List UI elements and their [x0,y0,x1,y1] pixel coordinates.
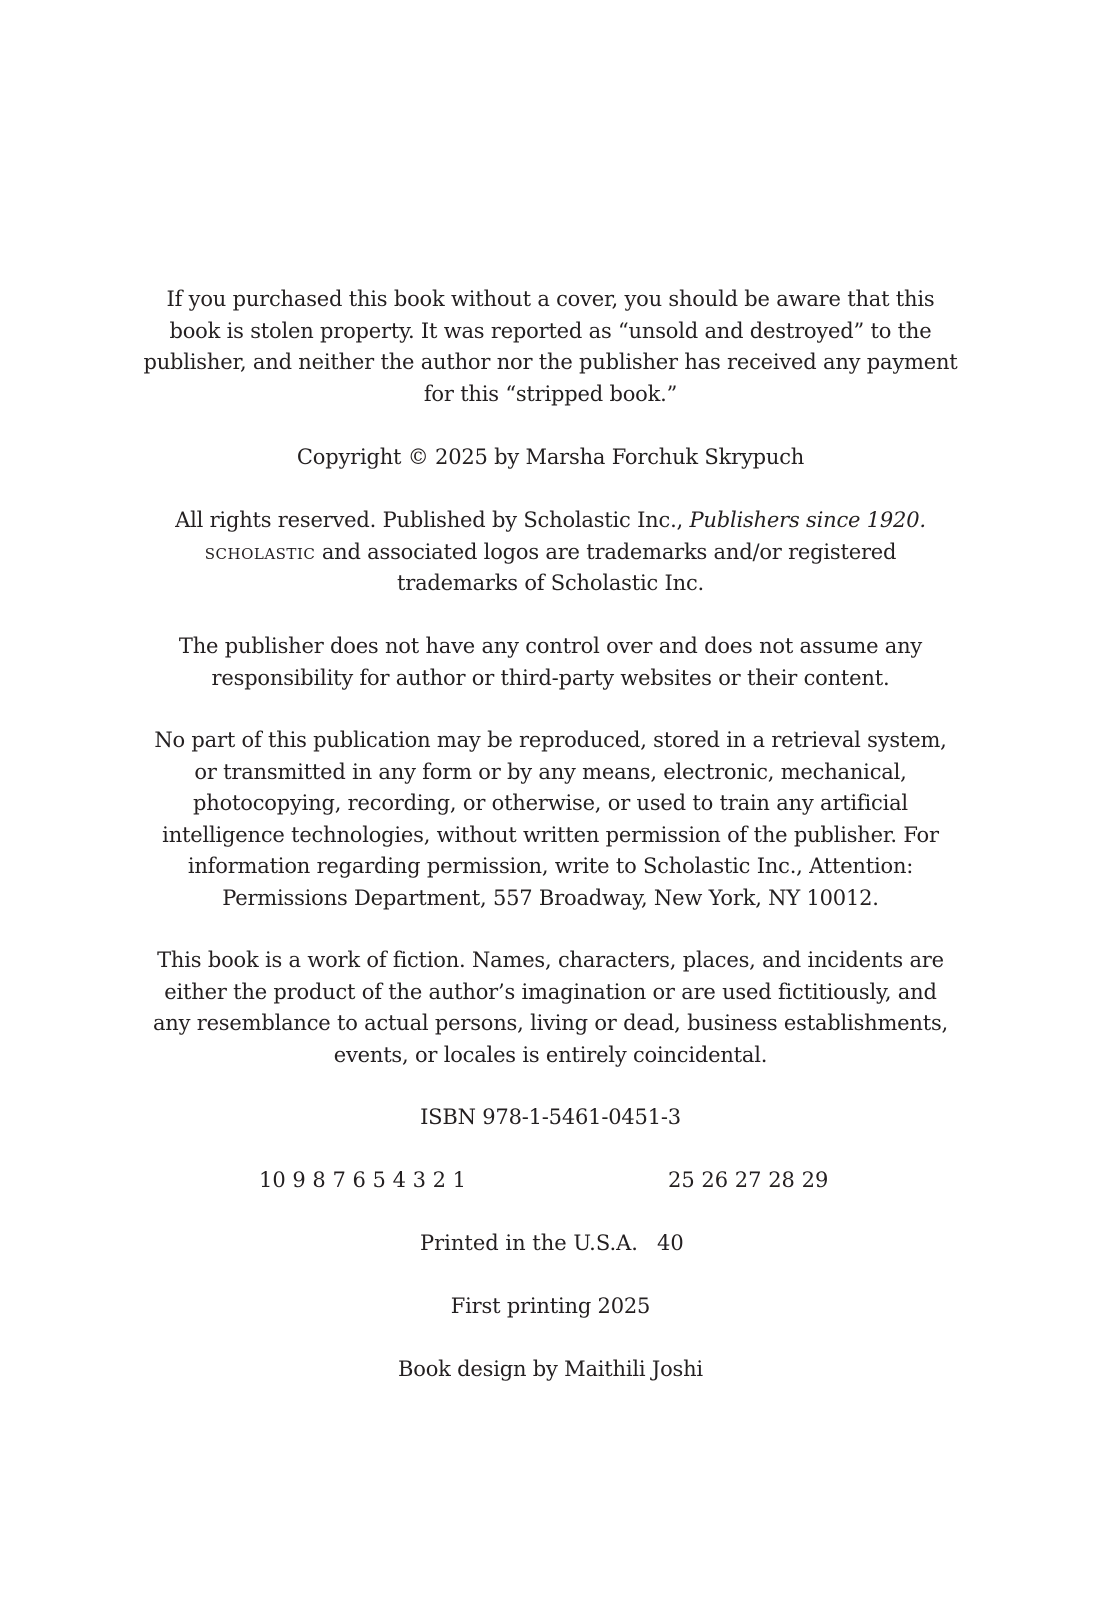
fiction-disclaimer-line: any resemblance to actual persons, living or dead, business establishments, [152,1011,949,1035]
reproduction-notice-line: photocopying, recording, or otherwise, or used to train any artificial [193,791,908,815]
rights-line-3: trademarks of Scholastic Inc. [397,571,704,595]
fiction-disclaimer-line: This book is a work of fiction. Names, characters, places, and incidents are [157,948,944,972]
reproduction-notice-line: information regarding permission, write to Scholastic Inc., Attention: [187,854,914,878]
book-design-credit-block [0,1354,1101,1386]
fiction-disclaimer-line: either the product of the author’s imagination or are used fictitiously, and [164,979,937,1004]
printing-numbers: 10 9 8 7 6 5 4 3 2 1 [259,1168,467,1192]
book-design-credit: Book design by Maithili Joshi [398,1357,703,1381]
reproduction-notice-line: or transmitted in any form or by any means, electronic, mechanical, [194,759,907,784]
isbn: ISBN 978-1-5461-0451-3 [420,1105,681,1129]
reproduction-notice-line: No part of this publication may be reproduced, stored in a retrieval system, [154,728,947,752]
publishers-since-tagline: Publishers since 1920. [689,508,926,532]
reproduction-notice [0,725,1101,914]
printed-in-country: Printed in the U.S.A. [420,1231,638,1255]
stripped-book-notice [0,284,1101,410]
fiction-disclaimer [0,945,1101,1071]
rights-text: All rights reserved. Published by Scholastic Inc., [175,508,690,532]
trademark-text: and associated logos are trademarks and/or registered [315,539,897,564]
stripped-notice-line: publisher, and neither the author nor the publisher has received any payment [143,350,958,374]
rights-line-2 [0,537,1101,569]
rights-notice [0,505,1101,600]
stripped-notice-line: If you purchased this book without a cover, you should be aware that this [166,287,935,311]
websites-notice-line: The publisher does not have any control over and does not assume any [178,634,923,658]
websites-notice [0,631,1101,694]
stripped-notice-line: for this “stripped book.” [423,381,678,406]
rights-line-1 [0,505,1101,537]
reproduction-notice-line: Permissions Department, 557 Broadway, New York, NY 10012. [222,885,879,910]
copyright-line-block [0,442,1101,474]
printer-code: 40 [657,1231,684,1255]
printing-years: 25 26 27 28 29 [668,1168,829,1192]
scholastic-brand: scholastic [204,539,316,564]
isbn-block [0,1102,1101,1134]
copyright-line: Copyright © 2025 by Marsha Forchuk Skrypuch [296,445,805,469]
first-printing-block [0,1291,1101,1323]
first-printing: First printing 2025 [450,1294,651,1318]
reproduction-notice-line: intelligence technologies, without written permission of the publisher. For [162,822,939,847]
fiction-disclaimer-line: events, or locales is entirely coincidental. [333,1042,768,1067]
websites-notice-line: responsibility for author or third-party websites or their content. [211,665,890,690]
stripped-notice-line: book is stolen property. It was reported as “unsold and destroyed” to the [169,318,932,343]
